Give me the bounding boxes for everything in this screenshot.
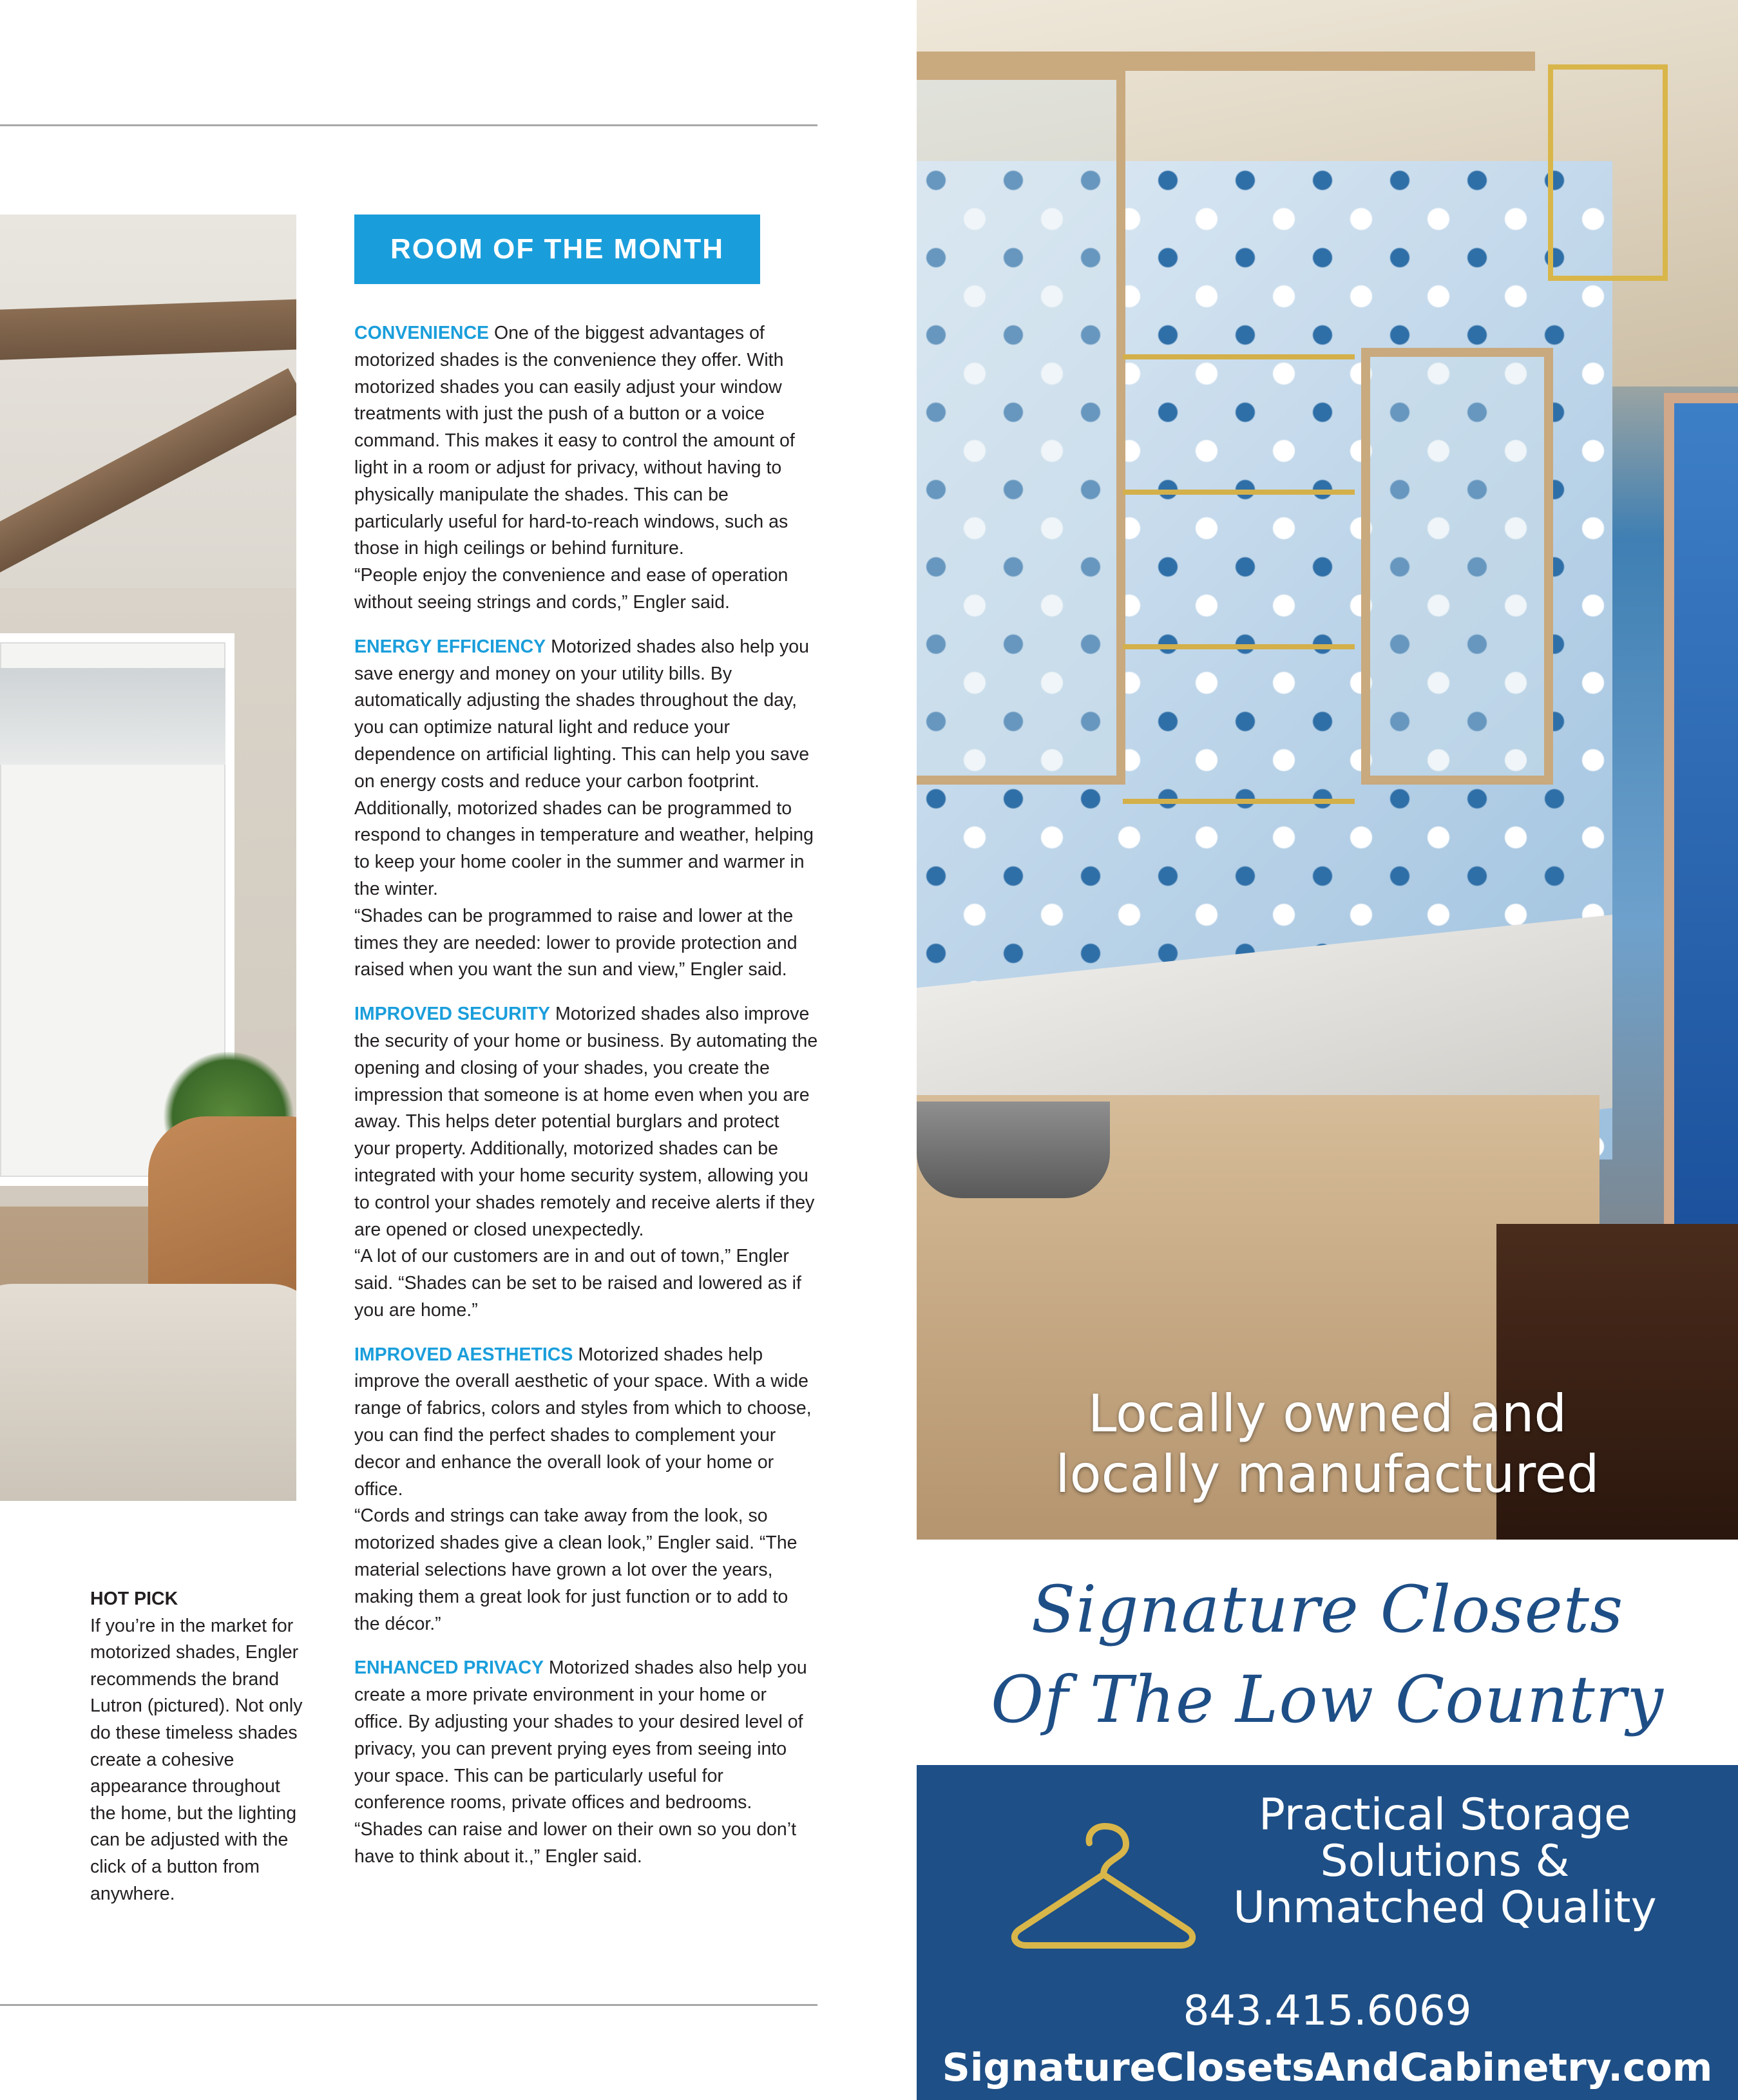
living-room-photo: [0, 215, 296, 1501]
section-keyword: ENHANCED PRIVACY: [354, 1657, 544, 1679]
logo-line-2: Of The Low Country: [991, 1662, 1664, 1737]
section-keyword: ENERGY EFFICIENCY: [354, 636, 546, 657]
tagline-line-2: Solutions &: [1320, 1836, 1570, 1887]
top-divider-rule: [0, 124, 817, 126]
section-quote: “People enjoy the convenience and ease of operation without seeing strings and cords,” Engler said.: [354, 565, 788, 613]
section-enhanced-privacy: [354, 1655, 818, 1870]
ad-headline-line-1: Locally owned and: [1087, 1384, 1567, 1444]
tagline-line-1: Practical Storage: [1259, 1790, 1631, 1840]
logo-line-1: Signature Closets: [1031, 1572, 1624, 1647]
hanger-icon: [1007, 1813, 1200, 1962]
section-quote: “Cords and strings can take away from the look, so motorized shades give a clean look,” Engler said. “The material selections have grown a lot over the years, making them a great look for just function or to add to the décor.”: [354, 1505, 797, 1634]
article-body: [354, 320, 818, 1888]
section-text: One of the biggest advantages of motorized shades is the convenience they offer. With motorized shades you can easily adjust your window treatments with just the push of a button or a voice command. This makes it easy to control the amount of light in a room or adjust for privacy, without having to physically manipulate the shades. This can be particularly useful for hard-to-reach windows, such as those in high ceilings or behind furniture.: [354, 323, 795, 559]
section-text: Motorized shades also help you create a more private environment in your home or office. By adjusting your shades to your desired level of privacy, you can prevent prying eyes from seeing into your space. This can be particularly useful for conference rooms, private offices and bedrooms.: [354, 1657, 807, 1813]
section-keyword: CONVENIENCE: [354, 323, 490, 343]
kitchen-bar-photo: [917, 0, 1738, 1540]
badge-label: ROOM OF THE MONTH: [390, 233, 724, 265]
section-improved-aesthetics: [354, 1342, 818, 1638]
hot-pick-title: HOT PICK: [90, 1589, 178, 1609]
ad-headline: [917, 1384, 1738, 1505]
hot-pick-sidebar: [90, 1586, 309, 1907]
section-text: Motorized shades help improve the overall aesthetic of your space. With a wide range of fabrics, colors and styles from which to choose, you can find the perfect shades to complement your decor and enhance the overall look of your home or office.: [354, 1344, 812, 1500]
section-quote: “Shades can be programmed to raise and lower at the times they are needed: lower to provide protection and raised when you want the sun and view,” Engler said.: [354, 905, 797, 980]
section-keyword: IMPROVED SECURITY: [354, 1004, 551, 1025]
phone-number[interactable]: 843.415.6069: [1183, 1987, 1472, 2035]
bottom-divider-rule: [0, 2004, 817, 2006]
company-logo: [917, 1540, 1738, 1765]
section-convenience: [354, 320, 818, 616]
section-text: Motorized shades also improve the security of your home or business. By automating the opening and closing of your shades, you create the impression that someone is at home even when you are away. This helps deter potential burglars and protect your property. Additionally, motorized shades can be integrated with your home security system, allowing you to control your shades remotely and receive alerts if they are opened or closed unexpectedly.: [354, 1004, 818, 1240]
website-link[interactable]: SignatureClosetsAndCabinetry.com: [942, 2045, 1713, 2090]
section-keyword: IMPROVED AESTHETICS: [354, 1344, 573, 1365]
section-energy-efficiency: [354, 634, 818, 984]
section-quote: “A lot of our customers are in and out of town,” Engler said. “Shades can be set to be raised and lowered as if you are home.”: [354, 1246, 801, 1321]
hot-pick-body: If you’re in the market for motorized shades, Engler recommends the brand Lutron (pictured). Not only do these timeless shades create a cohesive appearance throughout the home, but the lighting can be adjusted with the click of a button from anywhere.: [90, 1615, 303, 1904]
section-text: Motorized shades also help you save energy and money on your utility bills. By automatically adjusting the shades throughout the day, you can optimize natural light and reduce your dependence on artificial lighting. This can help you save on energy costs and reduce your carbon footprint. Additionally, motorized shades can be programmed to respond to changes in temperature and weather, helping to keep your home cooler in the summer and warmer in the winter.: [354, 636, 814, 899]
ad-tagline: [1200, 1792, 1690, 1931]
section-improved-security: [354, 1001, 818, 1324]
room-of-the-month-badge: [354, 215, 760, 284]
section-quote: “Shades can raise and lower on their own so you don’t have to think about it.,” Engler said.: [354, 1819, 796, 1867]
ad-contact-panel: [917, 1765, 1738, 2100]
ad-headline-line-2: locally manufactured: [1055, 1444, 1600, 1504]
tagline-line-3: Unmatched Quality: [1233, 1882, 1657, 1933]
